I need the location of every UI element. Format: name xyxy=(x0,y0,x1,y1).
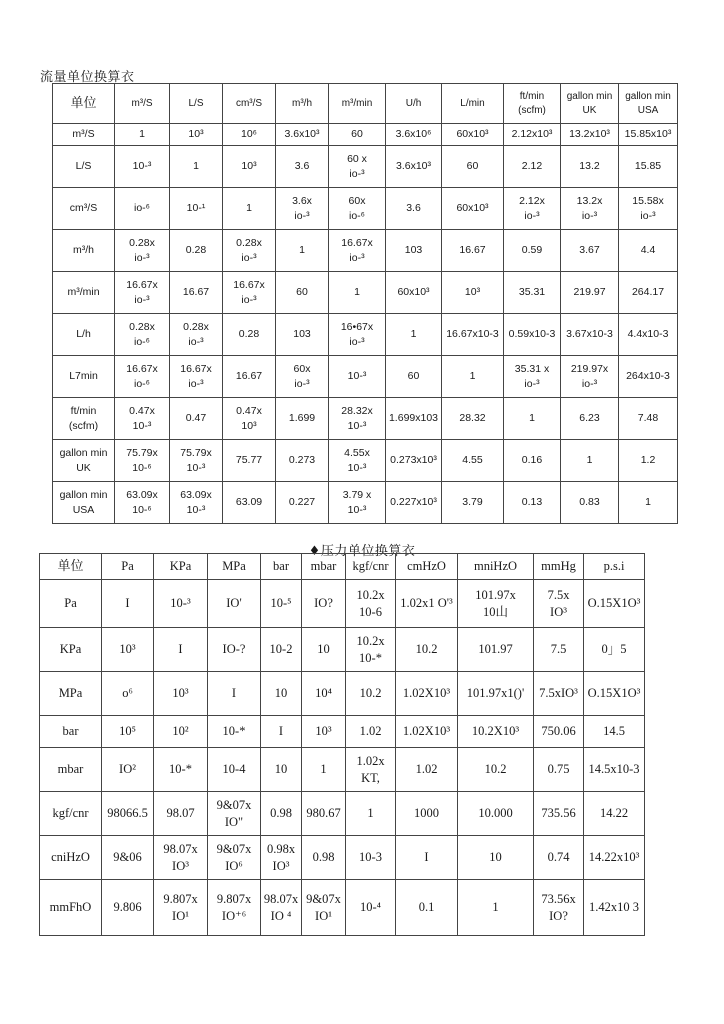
flow-cell: 2.12 xyxy=(504,146,561,188)
flow-cell: 1 xyxy=(619,482,678,524)
flow-row xyxy=(53,124,678,146)
flow-cell: 3.67 xyxy=(561,230,619,272)
pressure-cell: 10.2 xyxy=(458,748,534,792)
pressure-row xyxy=(40,836,645,880)
flow-cell: 16.67 xyxy=(170,272,223,314)
flow-cell: 1 xyxy=(386,314,442,356)
flow-cell: 6.23 xyxy=(561,398,619,440)
pressure-cell: 0.75 xyxy=(534,748,584,792)
pressure-cell: 10.2x 10-* xyxy=(346,628,396,672)
flow-cell: 60x10³ xyxy=(442,188,504,230)
flow-cell: 16.67x io-⁶ xyxy=(115,356,170,398)
flow-cell: 3.67x10-3 xyxy=(561,314,619,356)
pressure-cell: 10.000 xyxy=(458,792,534,836)
flow-row-label: L/h xyxy=(53,314,115,356)
flow-cell: 1 xyxy=(504,398,561,440)
pressure-cell: 10.2 xyxy=(346,672,396,716)
pressure-conversion-table xyxy=(39,553,645,936)
flow-cell: 4.55 xyxy=(442,440,504,482)
flow-cell: 0.28x io-³ xyxy=(115,230,170,272)
pressure-row xyxy=(40,716,645,748)
flow-header-cell: ft/min (scfm) xyxy=(504,84,561,124)
pressure-row xyxy=(40,672,645,716)
pressure-cell: 9.807x IO¹ xyxy=(154,880,208,936)
pressure-cell: 1 xyxy=(346,792,396,836)
pressure-cell: IO' xyxy=(208,580,261,628)
flow-cell: 1 xyxy=(115,124,170,146)
flow-row-label: m³/min xyxy=(53,272,115,314)
pressure-cell: 1.02x KT, xyxy=(346,748,396,792)
flow-header-row xyxy=(53,84,678,124)
flow-cell: 1.699 xyxy=(276,398,329,440)
flow-cell: 16.67 xyxy=(442,230,504,272)
pressure-cell: 101.97 xyxy=(458,628,534,672)
flow-cell: 16.67x10-3 xyxy=(442,314,504,356)
flow-cell: 2.12x io-³ xyxy=(504,188,561,230)
flow-row-label: L7min xyxy=(53,356,115,398)
pressure-cell: 0.98 xyxy=(261,792,302,836)
flow-cell: 3.6x10³ xyxy=(386,146,442,188)
pressure-cell: IO? xyxy=(302,580,346,628)
pressure-cell: 10 xyxy=(302,628,346,672)
flow-cell: 264x10-3 xyxy=(619,356,678,398)
pressure-cell: 10 xyxy=(261,672,302,716)
flow-row xyxy=(53,440,678,482)
flow-cell: 60x10³ xyxy=(442,124,504,146)
flow-header-cell: L/min xyxy=(442,84,504,124)
pressure-cell: 1.02 xyxy=(346,716,396,748)
pressure-cell: 0.1 xyxy=(396,880,458,936)
flow-header-cell: gallon min UK xyxy=(561,84,619,124)
flow-conversion-table xyxy=(52,83,678,524)
pressure-cell: 10-⁵ xyxy=(261,580,302,628)
flow-cell: 3.79 x 10-³ xyxy=(329,482,386,524)
pressure-cell: 98066.5 xyxy=(102,792,154,836)
pressure-header-cell: Pa xyxy=(102,554,154,580)
flow-cell: 63.09x 10-⁶ xyxy=(115,482,170,524)
pressure-cell: 1 xyxy=(302,748,346,792)
flow-cell: 13.2 xyxy=(561,146,619,188)
pressure-header-cell: MPa xyxy=(208,554,261,580)
pressure-cell: 10³ xyxy=(302,716,346,748)
flow-cell: 10-³ xyxy=(115,146,170,188)
pressure-row xyxy=(40,792,645,836)
pressure-cell: O.15X1O³ xyxy=(584,672,645,716)
flow-cell: 13.2x io-³ xyxy=(561,188,619,230)
flow-cell: 1.699x103 xyxy=(386,398,442,440)
pressure-cell: 10³ xyxy=(154,672,208,716)
flow-row xyxy=(53,146,678,188)
pressure-cell: 10.2 xyxy=(396,628,458,672)
flow-row-label: gallon min USA xyxy=(53,482,115,524)
pressure-header-cell: cmHzO xyxy=(396,554,458,580)
flow-cell: 1 xyxy=(442,356,504,398)
flow-cell: 0.16 xyxy=(504,440,561,482)
flow-cell: 10-¹ xyxy=(170,188,223,230)
pressure-cell: 10⁴ xyxy=(302,672,346,716)
pressure-cell: 101.97x1()' xyxy=(458,672,534,716)
pressure-header-cell: mniHzO xyxy=(458,554,534,580)
flow-cell: 60 xyxy=(442,146,504,188)
flow-cell: 1 xyxy=(223,188,276,230)
flow-cell: 0.59 xyxy=(504,230,561,272)
pressure-row-label: mmFhO xyxy=(40,880,102,936)
flow-cell: 16.67x io-³ xyxy=(170,356,223,398)
flow-cell: 0.28x io-³ xyxy=(223,230,276,272)
flow-header-cell: cm³/S xyxy=(223,84,276,124)
flow-row xyxy=(53,188,678,230)
flow-header-cell: U/h xyxy=(386,84,442,124)
flow-cell: 16.67x io-³ xyxy=(115,272,170,314)
flow-cell: 103 xyxy=(386,230,442,272)
pressure-header-cell: kgf/cnr xyxy=(346,554,396,580)
pressure-row xyxy=(40,748,645,792)
pressure-cell: 14.22 xyxy=(584,792,645,836)
flow-cell: 2.12x10³ xyxy=(504,124,561,146)
flow-cell: 15.85x10³ xyxy=(619,124,678,146)
flow-cell: 1 xyxy=(170,146,223,188)
flow-cell: 4.4 xyxy=(619,230,678,272)
pressure-cell: I xyxy=(396,836,458,880)
flow-cell: 7.48 xyxy=(619,398,678,440)
flow-cell: 60 xyxy=(276,272,329,314)
pressure-cell: O.15X1O³ xyxy=(584,580,645,628)
flow-header-cell: m³/min xyxy=(329,84,386,124)
flow-cell: 0.47x 10-³ xyxy=(115,398,170,440)
flow-cell: 75.79x 10-³ xyxy=(170,440,223,482)
pressure-cell: 10-* xyxy=(154,748,208,792)
pressure-cell: 1.02x1 O'³ xyxy=(396,580,458,628)
pressure-header-cell: mbar xyxy=(302,554,346,580)
pressure-cell: 98.07x IO ⁴ xyxy=(261,880,302,936)
flow-cell: 13.2x10³ xyxy=(561,124,619,146)
flow-cell: 60x io-³ xyxy=(276,356,329,398)
flow-cell: io-⁶ xyxy=(115,188,170,230)
pressure-cell: 735.56 xyxy=(534,792,584,836)
pressure-cell: 10.2X10³ xyxy=(458,716,534,748)
pressure-cell: o⁶ xyxy=(102,672,154,716)
flow-header-cell: L/S xyxy=(170,84,223,124)
flow-cell: 10-³ xyxy=(329,356,386,398)
pressure-cell: 9&07x IO¹ xyxy=(302,880,346,936)
flow-cell: 0.13 xyxy=(504,482,561,524)
pressure-cell: 1.02 xyxy=(396,748,458,792)
flow-cell: 3.6x10⁶ xyxy=(386,124,442,146)
flow-cell: 264.17 xyxy=(619,272,678,314)
flow-row-label: ft/min (scfm) xyxy=(53,398,115,440)
flow-cell: 16.67x io-³ xyxy=(329,230,386,272)
flow-cell: 3.6x10³ xyxy=(276,124,329,146)
flow-cell: 60x10³ xyxy=(386,272,442,314)
flow-row-label: gallon min UK xyxy=(53,440,115,482)
pressure-header-cell: bar xyxy=(261,554,302,580)
flow-cell: 0.227x10³ xyxy=(386,482,442,524)
pressure-cell: 7.5xIO³ xyxy=(534,672,584,716)
flow-row xyxy=(53,398,678,440)
pressure-cell: 1000 xyxy=(396,792,458,836)
pressure-cell: 73.56x IO? xyxy=(534,880,584,936)
pressure-cell: 10-* xyxy=(208,716,261,748)
flow-cell: 0.273 xyxy=(276,440,329,482)
pressure-cell: I xyxy=(208,672,261,716)
flow-cell: 10³ xyxy=(223,146,276,188)
pressure-cell: 9.806 xyxy=(102,880,154,936)
flow-cell: 3.6 xyxy=(276,146,329,188)
flow-table-title: 流量单位换算衣 xyxy=(40,70,135,85)
flow-row xyxy=(53,272,678,314)
flow-row xyxy=(53,356,678,398)
flow-cell: 219.97x io-³ xyxy=(561,356,619,398)
pressure-header-cell: KPa xyxy=(154,554,208,580)
flow-cell: 4.4x10-3 xyxy=(619,314,678,356)
flow-row xyxy=(53,230,678,272)
flow-cell: 103 xyxy=(276,314,329,356)
pressure-cell: I xyxy=(261,716,302,748)
pressure-cell: 0.74 xyxy=(534,836,584,880)
flow-cell: 10³ xyxy=(442,272,504,314)
pressure-cell: 10.2x 10-6 xyxy=(346,580,396,628)
flow-cell: 60 x io-³ xyxy=(329,146,386,188)
pressure-row-label: cniHzO xyxy=(40,836,102,880)
flow-cell: 0.59x10-3 xyxy=(504,314,561,356)
flow-cell: 63.09 xyxy=(223,482,276,524)
pressure-cell: 10 xyxy=(458,836,534,880)
pressure-cell: 1.02X10³ xyxy=(396,672,458,716)
pressure-cell: 101.97x 10山 xyxy=(458,580,534,628)
pressure-row xyxy=(40,580,645,628)
pressure-cell: 9&07x IO⁶ xyxy=(208,836,261,880)
pressure-cell: 14.5x10-3 xyxy=(584,748,645,792)
pressure-cell: I xyxy=(154,628,208,672)
pressure-header-cell: 单位 xyxy=(40,554,102,580)
flow-cell: 1 xyxy=(329,272,386,314)
pressure-cell: 10 xyxy=(261,748,302,792)
pressure-cell: 10-⁴ xyxy=(346,880,396,936)
pressure-cell: 750.06 xyxy=(534,716,584,748)
flow-header-cell: m³/S xyxy=(115,84,170,124)
flow-row-label: m³/h xyxy=(53,230,115,272)
flow-cell: 219.97 xyxy=(561,272,619,314)
pressure-cell: I xyxy=(102,580,154,628)
pressure-cell: 98.07x IO³ xyxy=(154,836,208,880)
pressure-header-row xyxy=(40,554,645,580)
flow-cell: 75.79x 10-⁶ xyxy=(115,440,170,482)
flow-header-cell: 单位 xyxy=(53,84,115,124)
pressure-cell: 1.02X10³ xyxy=(396,716,458,748)
pressure-row-label: Pa xyxy=(40,580,102,628)
flow-row-label: cm³/S xyxy=(53,188,115,230)
pressure-cell: 98.07 xyxy=(154,792,208,836)
pressure-cell: 10⁵ xyxy=(102,716,154,748)
pressure-cell: 10² xyxy=(154,716,208,748)
pressure-cell: 10-2 xyxy=(261,628,302,672)
flow-cell: 16.67x io-³ xyxy=(223,272,276,314)
flow-cell: 3.6 xyxy=(386,188,442,230)
flow-cell: 15.85 xyxy=(619,146,678,188)
flow-header-cell: gallon min USA xyxy=(619,84,678,124)
flow-cell: 0.28 xyxy=(170,230,223,272)
flow-cell: 60 xyxy=(386,356,442,398)
pressure-header-cell: mmHg xyxy=(534,554,584,580)
pressure-cell: 9&07x IO" xyxy=(208,792,261,836)
flow-cell: 0.47 xyxy=(170,398,223,440)
flow-cell: 0.47x 10³ xyxy=(223,398,276,440)
pressure-cell: 0.98 xyxy=(302,836,346,880)
flow-cell: 60x io-⁶ xyxy=(329,188,386,230)
flow-row xyxy=(53,482,678,524)
pressure-cell: 10-³ xyxy=(154,580,208,628)
flow-cell: 75.77 xyxy=(223,440,276,482)
pressure-row-label: bar xyxy=(40,716,102,748)
pressure-cell: 7.5 xyxy=(534,628,584,672)
flow-cell: 0.28x io-³ xyxy=(170,314,223,356)
flow-cell: 0.28x io-⁶ xyxy=(115,314,170,356)
pressure-cell: 9&06 xyxy=(102,836,154,880)
pressure-row xyxy=(40,880,645,936)
pressure-cell: 1.42x10 3 xyxy=(584,880,645,936)
flow-cell: 28.32x 10-³ xyxy=(329,398,386,440)
pressure-row-label: kgf/cnr xyxy=(40,792,102,836)
pressure-cell: 14.22x10³ xyxy=(584,836,645,880)
flow-cell: 3.79 xyxy=(442,482,504,524)
flow-cell: 1 xyxy=(561,440,619,482)
flow-cell: 0.273x10³ xyxy=(386,440,442,482)
pressure-header-cell: p.s.i xyxy=(584,554,645,580)
pressure-cell: 9.807x IO⁺⁶ xyxy=(208,880,261,936)
pressure-cell: 14.5 xyxy=(584,716,645,748)
flow-cell: 3.6x io-³ xyxy=(276,188,329,230)
flow-cell: 35.31 x io-³ xyxy=(504,356,561,398)
flow-row-label: m³/S xyxy=(53,124,115,146)
pressure-cell: 10-4 xyxy=(208,748,261,792)
flow-cell: 0.28 xyxy=(223,314,276,356)
flow-row-label: L/S xyxy=(53,146,115,188)
flow-cell: 4.55x 10-³ xyxy=(329,440,386,482)
pressure-cell: 7.5x IO³ xyxy=(534,580,584,628)
flow-cell: 60 xyxy=(329,124,386,146)
pressure-cell: IO-? xyxy=(208,628,261,672)
pressure-row-label: MPa xyxy=(40,672,102,716)
flow-cell: 1 xyxy=(276,230,329,272)
flow-cell: 0.83 xyxy=(561,482,619,524)
flow-cell: 16.67 xyxy=(223,356,276,398)
pressure-row-label: KPa xyxy=(40,628,102,672)
pressure-row-label: mbar xyxy=(40,748,102,792)
flow-cell: 10³ xyxy=(170,124,223,146)
pressure-cell: 0」5 xyxy=(584,628,645,672)
pressure-cell: 10-3 xyxy=(346,836,396,880)
flow-cell: 0.227 xyxy=(276,482,329,524)
flow-cell: 1.2 xyxy=(619,440,678,482)
pressure-cell: IO² xyxy=(102,748,154,792)
flow-header-cell: m³/h xyxy=(276,84,329,124)
pressure-cell: 980.67 xyxy=(302,792,346,836)
pressure-cell: 10³ xyxy=(102,628,154,672)
flow-cell: 63.09x 10-³ xyxy=(170,482,223,524)
flow-cell: 35.31 xyxy=(504,272,561,314)
pressure-table-title: ♦压力单位换算衣 xyxy=(308,544,416,559)
flow-cell: 10⁶ xyxy=(223,124,276,146)
flow-row xyxy=(53,314,678,356)
pressure-cell: 0.98x IO³ xyxy=(261,836,302,880)
flow-cell: 28.32 xyxy=(442,398,504,440)
flow-cell: 15.58x io-³ xyxy=(619,188,678,230)
flow-cell: 16•67x io-³ xyxy=(329,314,386,356)
pressure-cell: 1 xyxy=(458,880,534,936)
pressure-row xyxy=(40,628,645,672)
